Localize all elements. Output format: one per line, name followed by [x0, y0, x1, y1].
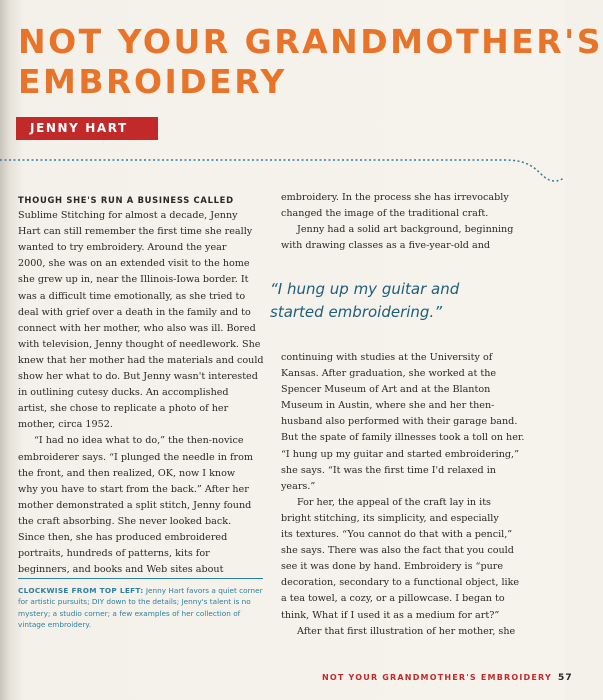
- body-column-left: [18, 192, 263, 578]
- running-title: NOT YOUR GRANDMOTHER'S EMBROIDERY: [322, 673, 552, 682]
- body-line: But the spate of family illnesses took a toll on her.: [281, 432, 525, 444]
- body-line: see it was done by hand. Embroidery is “pure: [281, 561, 504, 573]
- body-line: a tea towel, a cozy, or a pillowcase. I began to: [281, 593, 505, 605]
- body-line: “I hung up my guitar and started embroidering,”: [281, 448, 519, 460]
- body-line: she says. There was also the fact that you could: [281, 545, 514, 557]
- caption-rule: [18, 578, 263, 579]
- body-line: decoration, secondary to a functional object, like: [281, 577, 520, 589]
- body-line: Sublime Stitching for almost a decade, Jenny: [18, 210, 238, 222]
- page-footer: [322, 673, 573, 683]
- body-line: the front, and then realized, OK, now I know: [18, 467, 236, 479]
- body-line: deal with grief over a death in the family and to: [18, 306, 251, 318]
- body-line: was a difficult time emotionally, as she tried to: [18, 290, 246, 302]
- body-line: embroidery. In the process she has irrevocably: [281, 192, 509, 203]
- body-line: Jenny had a solid art background, beginning: [297, 224, 514, 236]
- body-line: beginners, and books and Web sites about: [18, 564, 224, 576]
- body-line: connect with her mother, who also was ill. Bored: [18, 322, 256, 334]
- body-line: husband also performed with their garage band.: [281, 416, 518, 428]
- lead-in: THOUGH SHE'S RUN A BUSINESS CALLED: [18, 195, 234, 205]
- body-line: show her what to do. But Jenny wasn't interested: [18, 371, 258, 383]
- body-line: why you have to start from the back.” After her: [18, 483, 249, 495]
- body-line: portraits, hundreds of patterns, kits for: [18, 548, 210, 560]
- body-line: Since then, she has produced embroidered: [18, 531, 228, 543]
- body-line: with drawing classes as a five-year-old and: [281, 240, 491, 252]
- pull-quote-line: started embroidering.”: [270, 303, 442, 321]
- body-line: Museum in Austin, where she and her then-: [281, 400, 495, 412]
- page-number: 57: [557, 673, 573, 683]
- article-title: [18, 22, 603, 102]
- body-line: mother, circa 1952.: [18, 419, 113, 431]
- body-line: continuing with studies at the University of: [281, 352, 493, 363]
- body-line: embroiderer says. “I plunged the needle in from: [18, 451, 254, 463]
- body-line: with television, Jenny thought of needlework. She: [18, 338, 261, 350]
- body-line: After that first illustration of her mother, she: [297, 625, 516, 637]
- body-line: 2000, she was on an extended visit to the home: [18, 258, 250, 270]
- body-line: Kansas. After graduation, she worked at the: [281, 368, 497, 380]
- body-line: its textures. “You cannot do that with a pencil,”: [281, 529, 513, 541]
- body-line: Hart can still remember the first time she really: [18, 226, 253, 238]
- photo-caption: [18, 585, 263, 630]
- body-line: For her, the appeal of the craft lay in its: [297, 496, 491, 508]
- author-name: JENNY HART: [30, 121, 128, 135]
- body-line: changed the image of the traditional craft.: [281, 208, 489, 220]
- body-line: mother demonstrated a split stitch, Jenny found: [18, 499, 252, 511]
- pull-quote-line: “I hung up my guitar and: [270, 280, 460, 298]
- body-line: the craft absorbing. She never looked back.: [18, 515, 232, 527]
- caption-lead: CLOCKWISE FROM TOP LEFT:: [18, 586, 144, 595]
- body-line: knew that her mother had the materials and could: [18, 354, 264, 366]
- body-column-right-top: [281, 190, 524, 254]
- pull-quote: [270, 278, 535, 324]
- title-line-2: EMBROIDERY: [18, 62, 287, 101]
- body-line: years.”: [281, 480, 316, 492]
- body-column-right-bottom: [281, 350, 531, 640]
- body-line: Spencer Museum of Art and at the Blanton: [281, 384, 491, 396]
- body-line: she says. “It was the first time I'd relaxed in: [281, 464, 496, 476]
- body-line: wanted to try embroidery. Around the year: [18, 242, 227, 254]
- body-line: “I had no idea what to do,” the then-novice: [34, 435, 244, 447]
- body-line: bright stitching, its simplicity, and especially: [281, 512, 499, 524]
- body-line: she grew up in, near the Illinois-Iowa border. It: [18, 274, 249, 286]
- body-line: think, What if I used it as a medium for art?”: [281, 609, 500, 621]
- body-line: artist, she chose to replicate a photo of her: [18, 403, 229, 415]
- title-line-1: NOT YOUR GRANDMOTHER'S: [18, 22, 603, 61]
- body-line: in outlining cutesy ducks. An accomplished: [18, 387, 229, 399]
- caption-text: Jenny Hart favors a quiet corner for artistic pursuits; DIY down to the details; Jenny's talent is no mystery; a studio corner; a few examples of her collection of vintage embroidery.: [18, 586, 263, 629]
